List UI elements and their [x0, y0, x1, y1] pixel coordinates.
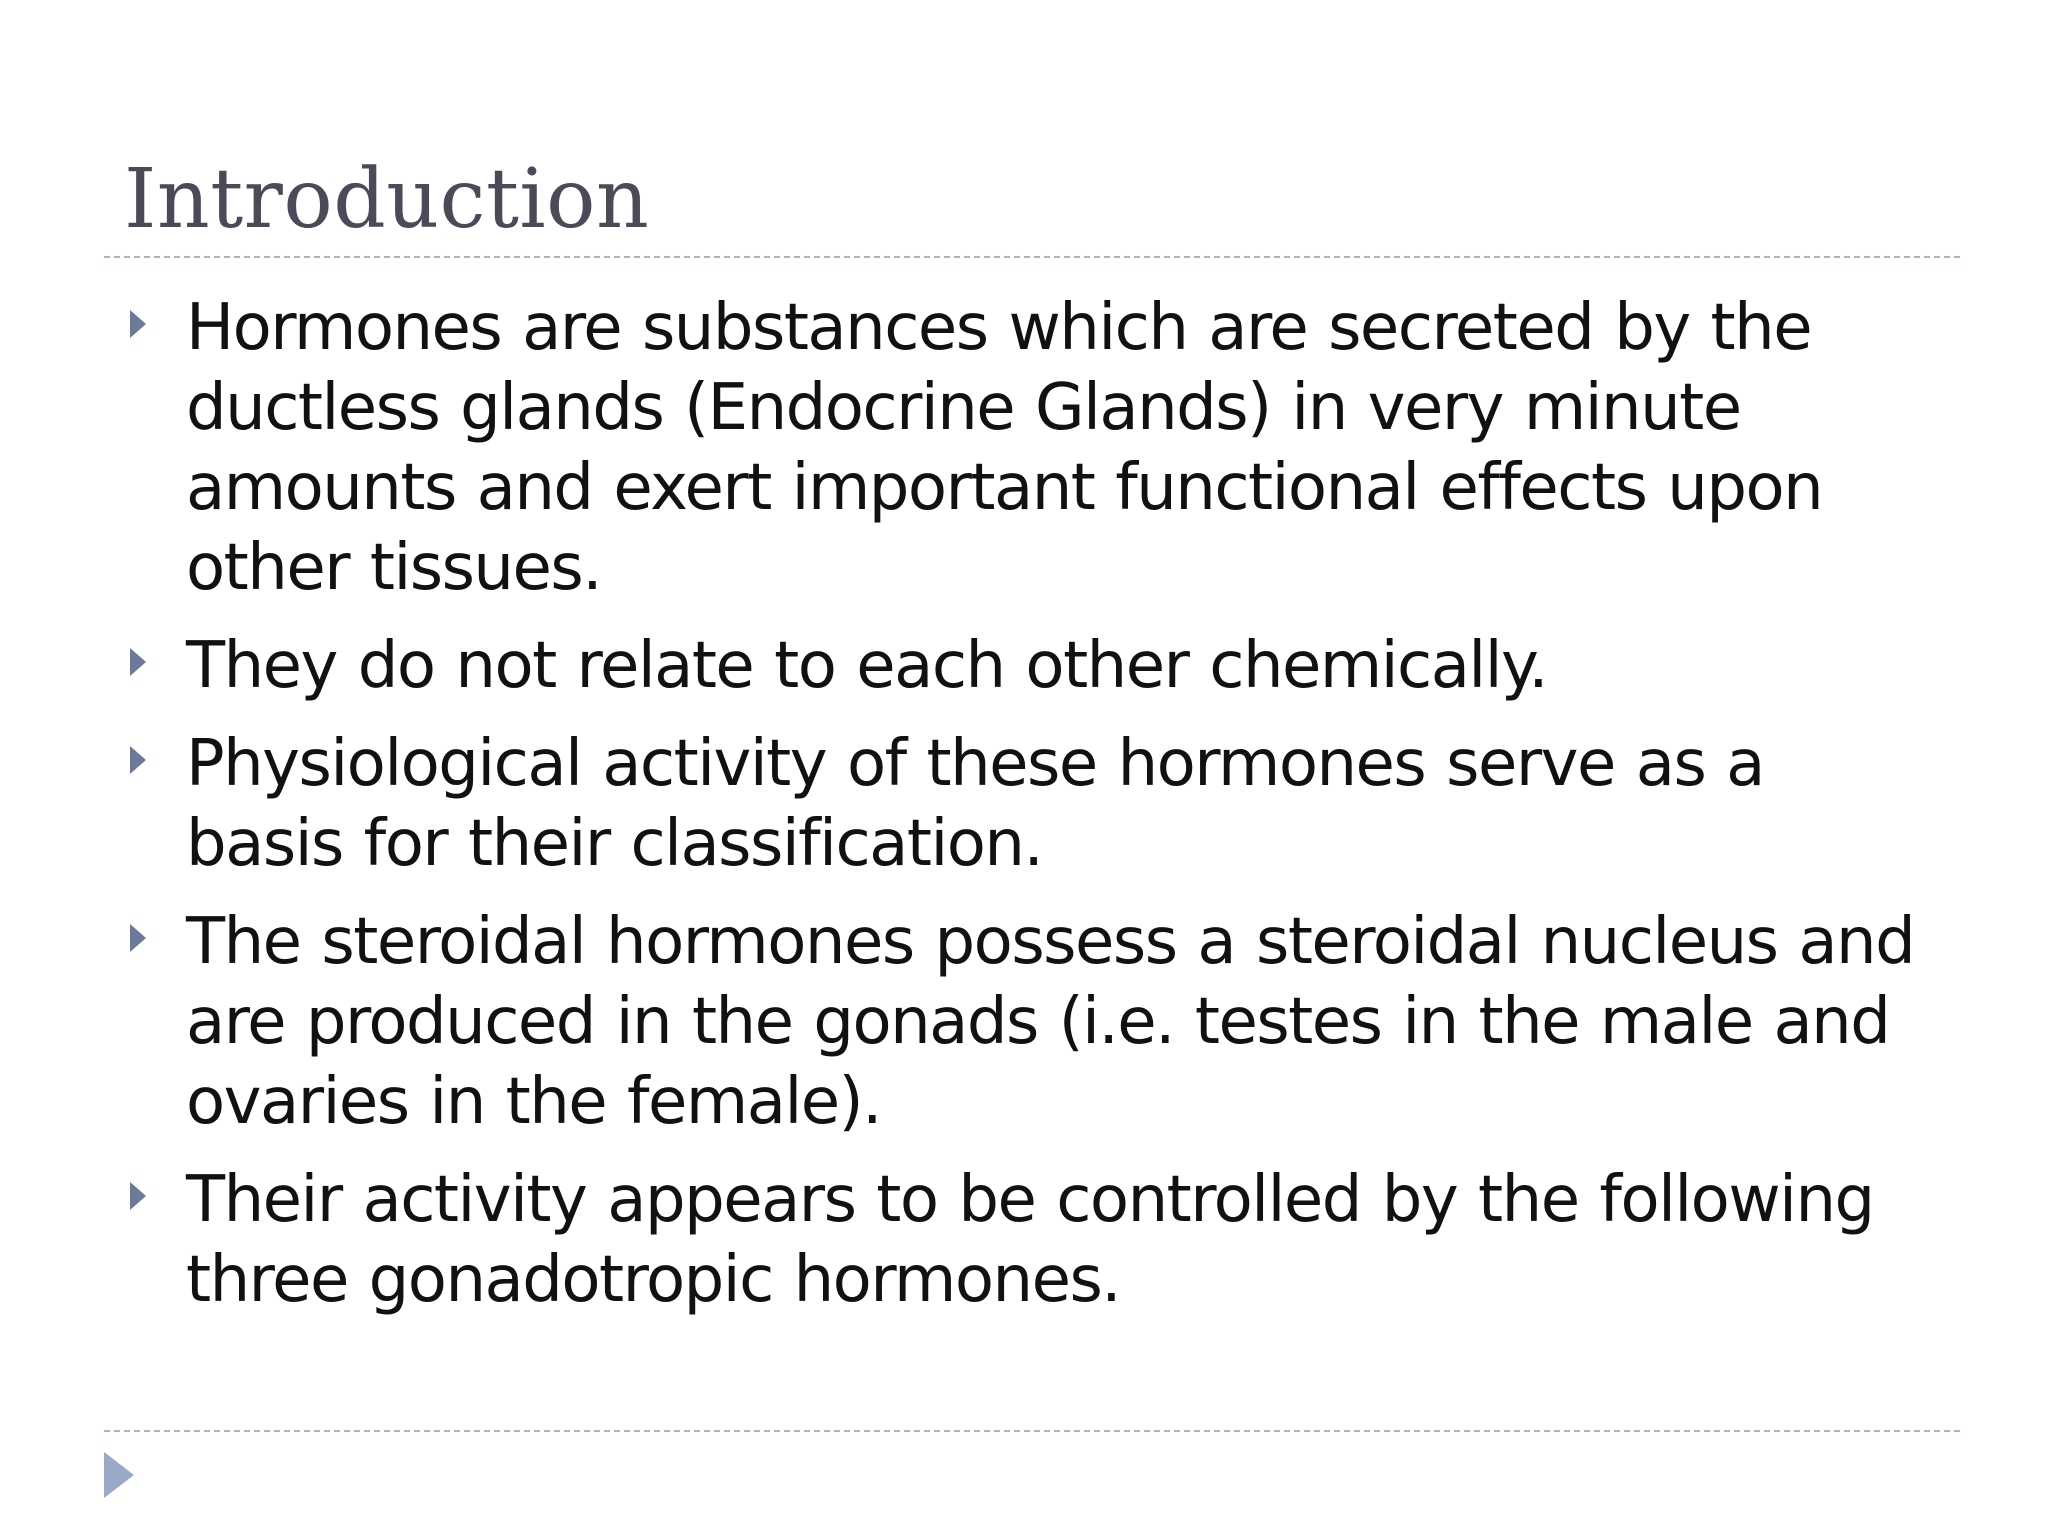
- bullet-text: Their activity appears to be controlled by the following three gonadotropic hormones.: [186, 1163, 1874, 1317]
- bullet-list: [124, 288, 1924, 1338]
- bullet-item-2: [124, 626, 1924, 706]
- title-divider: [104, 256, 1960, 258]
- footer-divider: [104, 1430, 1960, 1432]
- footer-triangle-icon: [104, 1452, 134, 1498]
- bullet-text: Hormones are substances which are secreted by the ductless glands (Endocrine Glands) in very minute amounts and exert important functional effects upon other tissues.: [186, 291, 1823, 605]
- bullet-item-4: [124, 902, 1924, 1142]
- bullet-text: The steroidal hormones possess a steroidal nucleus and are produced in the gonads (i.e. testes in the male and ovaries in the female).: [186, 905, 1915, 1139]
- bullet-item-1: [124, 288, 1924, 608]
- slide-title: Introduction: [124, 152, 650, 247]
- bullet-text: They do not relate to each other chemically.: [186, 629, 1548, 703]
- bullet-text: Physiological activity of these hormones serve as a basis for their classification.: [186, 727, 1764, 881]
- triangle-right-icon: [130, 924, 146, 952]
- triangle-right-icon: [130, 746, 146, 774]
- triangle-right-icon: [130, 648, 146, 676]
- triangle-right-icon: [130, 1182, 146, 1210]
- triangle-right-icon: [130, 310, 146, 338]
- bullet-item-3: [124, 724, 1924, 884]
- bullet-item-5: [124, 1160, 1924, 1320]
